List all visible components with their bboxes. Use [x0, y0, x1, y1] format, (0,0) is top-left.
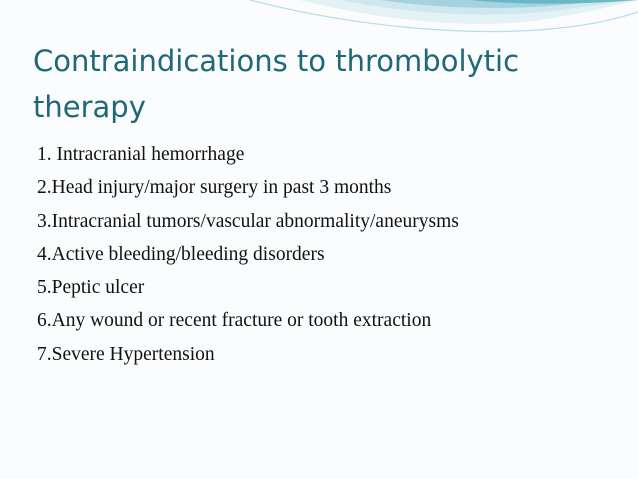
list-item: 7.Severe Hypertension	[37, 343, 215, 365]
list-item: 3.Intracranial tumors/vascular abnormality/aneurysms	[37, 210, 459, 232]
list-item: 5.Peptic ulcer	[37, 277, 145, 299]
contraindication-list	[37, 138, 627, 371]
list-item: 1. Intracranial hemorrhage	[37, 144, 245, 165]
list-item: 4.Active bleeding/bleeding disorders	[37, 243, 325, 265]
list-item: 2.Head injury/major surgery in past 3 months	[37, 177, 392, 199]
slide-title: Contraindications to thrombolytic therapy	[33, 44, 520, 124]
list-item: 6.Any wound or recent fracture or tooth extraction	[37, 310, 432, 332]
